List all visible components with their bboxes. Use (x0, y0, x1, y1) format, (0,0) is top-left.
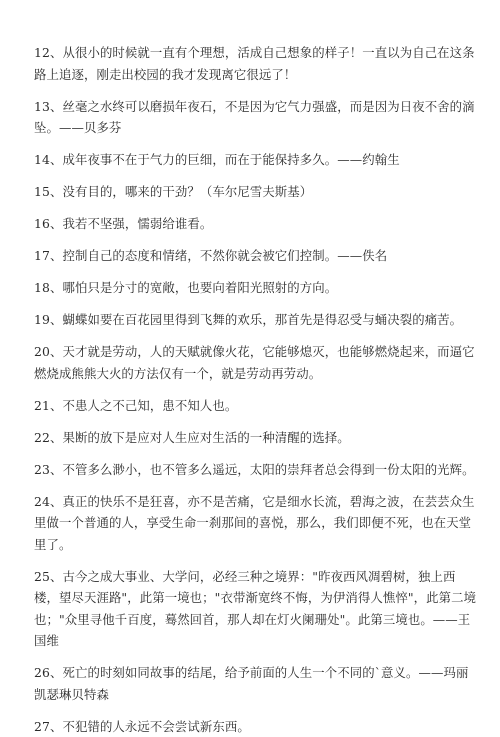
quote-number: 16、 (34, 216, 62, 231)
quote-26 (34, 662, 478, 705)
quote-12 (34, 42, 478, 85)
quote-text: 不犯错的人永远不会尝试新东西。 (62, 719, 249, 734)
quote-13 (34, 96, 478, 139)
quote-18 (34, 277, 478, 299)
quote-16 (34, 213, 478, 235)
quote-number: 23、 (34, 462, 62, 477)
quote-number: 24、 (34, 494, 62, 509)
quote-text: 从很小的时候就一直有个理想，活成自己想象的样子！一直以为自己在这条路上追逐，刚走出校园的我才发现离它很远了！ (34, 45, 475, 82)
quote-27 (34, 716, 478, 737)
quote-number: 25、 (34, 569, 62, 584)
quote-text: 果断的放下是应对人生应对生活的一种清醒的选择。 (62, 430, 349, 445)
quote-text: 我若不坚强，懦弱给谁看。 (62, 216, 212, 231)
quote-text: 天才就是劳动，人的天赋就像火花，它能够熄灭，也能够燃烧起来，而逼它燃烧成熊熊大火的方法仅有一个，就是劳动再劳动。 (34, 344, 475, 381)
quote-21 (34, 395, 478, 417)
quote-number: 22、 (34, 430, 62, 445)
quote-24 (34, 491, 478, 556)
quote-text: 成年夜事不在于气力的巨细，而在于能保持多久。——约翰生 (62, 152, 399, 167)
quote-number: 17、 (34, 248, 62, 263)
quote-number: 20、 (34, 344, 62, 359)
quote-number: 27、 (34, 719, 62, 734)
quote-17 (34, 245, 478, 267)
quote-text: 控制自己的态度和情绪，不然你就会被它们控制。——佚名 (62, 248, 387, 263)
quote-19 (34, 309, 478, 331)
quote-text: 真正的快乐不是狂喜，亦不是苦痛，它是细水长流，碧海之波，在芸芸众生里做一个普通的人，享受生命一刹那间的喜悦，那么，我们即便不死，也在天堂里了。 (34, 494, 475, 552)
quote-23 (34, 459, 478, 481)
quote-number: 19、 (34, 312, 62, 327)
quote-text: 没有目的，哪来的干劲？（车尔尼雪夫斯基） (62, 184, 312, 199)
quote-number: 18、 (34, 280, 62, 295)
quote-25 (34, 566, 478, 652)
quote-number: 15、 (34, 184, 62, 199)
quote-22 (34, 427, 478, 449)
quote-text: 不管多么渺小，也不管多么遥远，太阳的崇拜者总会得到一份太阳的光辉。 (62, 462, 474, 477)
quote-15 (34, 181, 478, 203)
quote-text: 死亡的时刻如同故事的结尾，给予前面的人生一个不同的`意义。——玛丽凯瑟琳贝特森 (34, 665, 468, 702)
quote-20 (34, 341, 478, 384)
quote-number: 21、 (34, 398, 62, 413)
quote-14 (34, 149, 478, 171)
quote-number: 13、 (34, 99, 62, 114)
quote-text: 蝴蝶如要在百花园里得到飞舞的欢乐，那首先是得忍受与蛹决裂的痛苦。 (62, 312, 462, 327)
quote-text: 古今之成大事业、大学问，必经三种之境界："昨夜西风凋碧树，独上西楼，望尽天涯路"，此第一境也；"衣带渐宽终不悔，为伊消得人憔悴"，此第二境也；"众里寻他千百度，蓦然回首，那人却在灯火阑珊处"。此第三境也。——王国维 (34, 569, 476, 649)
quote-number: 14、 (34, 152, 62, 167)
quote-text: 丝毫之水终可以磨损年夜石，不是因为它气力强盛，而是因为日夜不舍的滴坠。——贝多芬 (34, 99, 475, 136)
quote-number: 26、 (34, 665, 62, 680)
quote-text: 不患人之不己知，患不知人也。 (62, 398, 237, 413)
quote-number: 12、 (34, 45, 62, 60)
quote-text: 哪怕只是分寸的宽敞，也要向着阳光照射的方向。 (62, 280, 337, 295)
